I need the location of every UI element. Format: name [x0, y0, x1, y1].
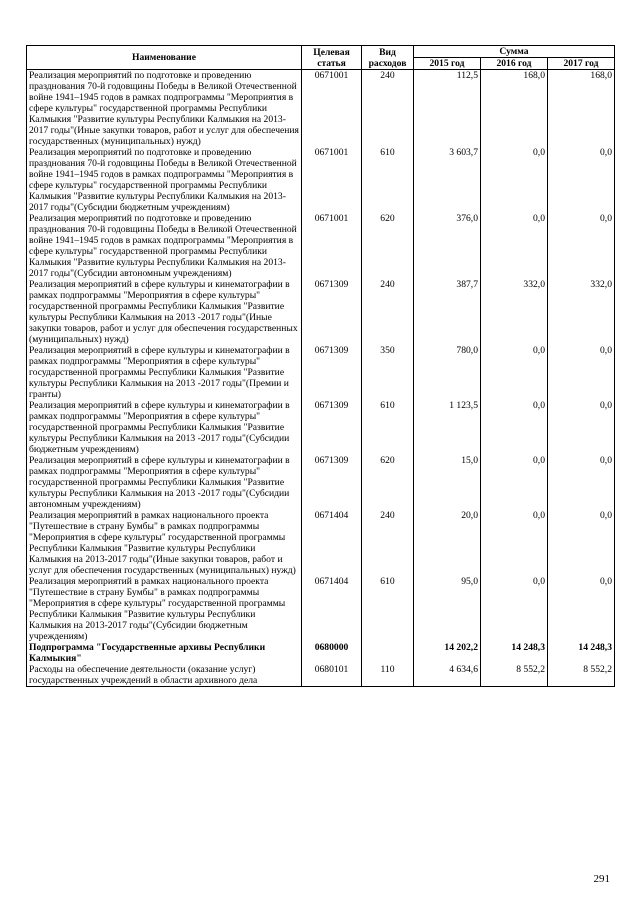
row-sum-2017: 14 248,3 — [548, 642, 615, 664]
budget-table — [26, 45, 615, 687]
row-sum-2017: 0,0 — [548, 510, 615, 576]
header-year-2015: 2015 год — [414, 58, 481, 70]
header-expense-type: Вид расходов — [362, 46, 414, 70]
table-body — [27, 70, 615, 687]
row-sum-2015: 112,5 — [414, 70, 481, 148]
row-expense-type: 610 — [362, 147, 414, 213]
row-sum-2017: 0,0 — [548, 576, 615, 642]
row-target-article: 0671309 — [302, 455, 362, 510]
header-sum: Сумма — [414, 46, 615, 58]
row-expense-type: 110 — [362, 664, 414, 687]
row-expense-type: 240 — [362, 510, 414, 576]
header-year-2016: 2016 год — [481, 58, 548, 70]
row-sum-2017: 8 552,2 — [548, 664, 615, 687]
header-target-article: Целевая статья — [302, 46, 362, 70]
row-sum-2015: 95,0 — [414, 576, 481, 642]
row-sum-2017: 0,0 — [548, 213, 615, 279]
row-expense-type: 610 — [362, 400, 414, 455]
row-target-article: 0680101 — [302, 664, 362, 687]
row-name: Расходы на обеспечение деятельности (оказание услуг) государственных учреждений в области архивного дела — [27, 664, 302, 687]
table-row — [27, 70, 615, 148]
row-name: Реализация мероприятий в рамках национального проекта "Путешествие в страну Бумбы" в рамках подпрограммы "Мероприятия в сфере культуры" государственной программы Республики Калмыкия "Развитие культуры Республики Калмыкия на 2013-2017 годы"(Иные закупки товаров, работ и услуг для обеспечения государственных (муниципальных) нужд) — [27, 510, 302, 576]
row-sum-2016: 0,0 — [481, 400, 548, 455]
table-header — [27, 46, 615, 70]
row-target-article: 0671404 — [302, 576, 362, 642]
row-sum-2016: 8 552,2 — [481, 664, 548, 687]
row-sum-2016: 0,0 — [481, 455, 548, 510]
row-name: Реализация мероприятий в сфере культуры и кинематографии в рамках подпрограммы "Мероприятия в сфере культуры" государственной программы Республики Калмыкия "Развитие культуры Республики Калмыкия на 2013 -2017 годы"(Субсидии автономным учреждениям) — [27, 455, 302, 510]
row-target-article: 0671404 — [302, 510, 362, 576]
row-sum-2015: 15,0 — [414, 455, 481, 510]
row-sum-2015: 3 603,7 — [414, 147, 481, 213]
table-row — [27, 147, 615, 213]
row-sum-2016: 14 248,3 — [481, 642, 548, 664]
row-sum-2017: 332,0 — [548, 279, 615, 345]
table-row — [27, 400, 615, 455]
row-expense-type: 620 — [362, 213, 414, 279]
row-sum-2017: 0,0 — [548, 400, 615, 455]
row-target-article: 0671001 — [302, 147, 362, 213]
table-row — [27, 642, 615, 664]
table-row — [27, 345, 615, 400]
row-target-article: 0671309 — [302, 400, 362, 455]
row-sum-2015: 780,0 — [414, 345, 481, 400]
row-name: Реализация мероприятий по подготовке и проведению празднования 70-й годовщины Победы в Великой Отечественной войне 1941–1945 годов в рамках подпрограммы "Мероприятия в сфере культуры" государственной программы Республики Калмыкия "Развитие культуры Республики Калмыкия на 2013-2017 годы"(Иные закупки товаров, работ и услуг для обеспечения государственных (муниципальных) нужд) — [27, 70, 302, 148]
row-sum-2016: 0,0 — [481, 213, 548, 279]
row-target-article: 0671001 — [302, 70, 362, 148]
row-sum-2015: 376,0 — [414, 213, 481, 279]
row-target-article: 0671309 — [302, 279, 362, 345]
row-sum-2017: 0,0 — [548, 455, 615, 510]
table-row — [27, 576, 615, 642]
header-name: Наименование — [27, 46, 302, 70]
row-sum-2016: 0,0 — [481, 510, 548, 576]
header-year-2017: 2017 год — [548, 58, 615, 70]
row-expense-type: 350 — [362, 345, 414, 400]
row-sum-2016: 0,0 — [481, 147, 548, 213]
row-sum-2016: 0,0 — [481, 345, 548, 400]
row-expense-type: 240 — [362, 70, 414, 148]
row-name: Реализация мероприятий по подготовке и проведению празднования 70-й годовщины Победы в Великой Отечественной войне 1941–1945 годов в рамках подпрограммы "Мероприятия в сфере культуры" государственной программы Республики Калмыкия "Развитие культуры Республики Калмыкия на 2013-2017 годы"(Субсидии бюджетным учреждениям) — [27, 147, 302, 213]
row-sum-2016: 0,0 — [481, 576, 548, 642]
row-name: Реализация мероприятий в сфере культуры и кинематографии в рамках подпрограммы "Мероприятия в сфере культуры" государственной программы Республики Калмыкия "Развитие культуры Республики Калмыкия на 2013 -2017 годы"(Иные закупки товаров, работ и услуг для обеспечения государственных (муниципальных) нужд) — [27, 279, 302, 345]
row-sum-2015: 4 634,6 — [414, 664, 481, 687]
row-target-article: 0680000 — [302, 642, 362, 664]
row-target-article: 0671001 — [302, 213, 362, 279]
row-name: Подпрограмма "Государственные архивы Республики Калмыкия" — [27, 642, 302, 664]
row-sum-2016: 168,0 — [481, 70, 548, 148]
row-sum-2015: 14 202,2 — [414, 642, 481, 664]
row-expense-type: 620 — [362, 455, 414, 510]
row-name: Реализация мероприятий в сфере культуры и кинематографии в рамках подпрограммы "Мероприятия в сфере культуры" государственной программы Республики Калмыкия "Развитие культуры Республики Калмыкия на 2013 -2017 годы"(Субсидии бюджетным учреждениям) — [27, 400, 302, 455]
table-row — [27, 455, 615, 510]
row-sum-2015: 387,7 — [414, 279, 481, 345]
row-expense-type: 610 — [362, 576, 414, 642]
row-sum-2017: 0,0 — [548, 147, 615, 213]
row-sum-2016: 332,0 — [481, 279, 548, 345]
row-target-article: 0671309 — [302, 345, 362, 400]
table-row — [27, 664, 615, 687]
table-row — [27, 510, 615, 576]
table-row — [27, 279, 615, 345]
row-sum-2015: 20,0 — [414, 510, 481, 576]
row-sum-2017: 168,0 — [548, 70, 615, 148]
page-number: 291 — [593, 873, 610, 885]
row-sum-2017: 0,0 — [548, 345, 615, 400]
row-name: Реализация мероприятий в рамках национального проекта "Путешествие в страну Бумбы" в рамках подпрограммы "Мероприятия в сфере культуры" государственной программы Республики Калмыкия "Развитие культуры Республики Калмыкия на 2013-2017 годы"(Субсидии бюджетным учреждениям) — [27, 576, 302, 642]
row-name: Реализация мероприятий в сфере культуры и кинематографии в рамках подпрограммы "Мероприятия в сфере культуры" государственной программы Республики Калмыкия "Развитие культуры Республики Калмыкия на 2013 -2017 годы"(Премии и гранты) — [27, 345, 302, 400]
row-expense-type: 240 — [362, 279, 414, 345]
table-row — [27, 213, 615, 279]
row-sum-2015: 1 123,5 — [414, 400, 481, 455]
row-expense-type — [362, 642, 414, 664]
row-name: Реализация мероприятий по подготовке и проведению празднования 70-й годовщины Победы в Великой Отечественной войне 1941–1945 годов в рамках подпрограммы "Мероприятия в сфере культуры" государственной программы Республики Калмыкия "Развитие культуры Республики Калмыкия на 2013-2017 годы"(Субсидии автономным учреждениям) — [27, 213, 302, 279]
